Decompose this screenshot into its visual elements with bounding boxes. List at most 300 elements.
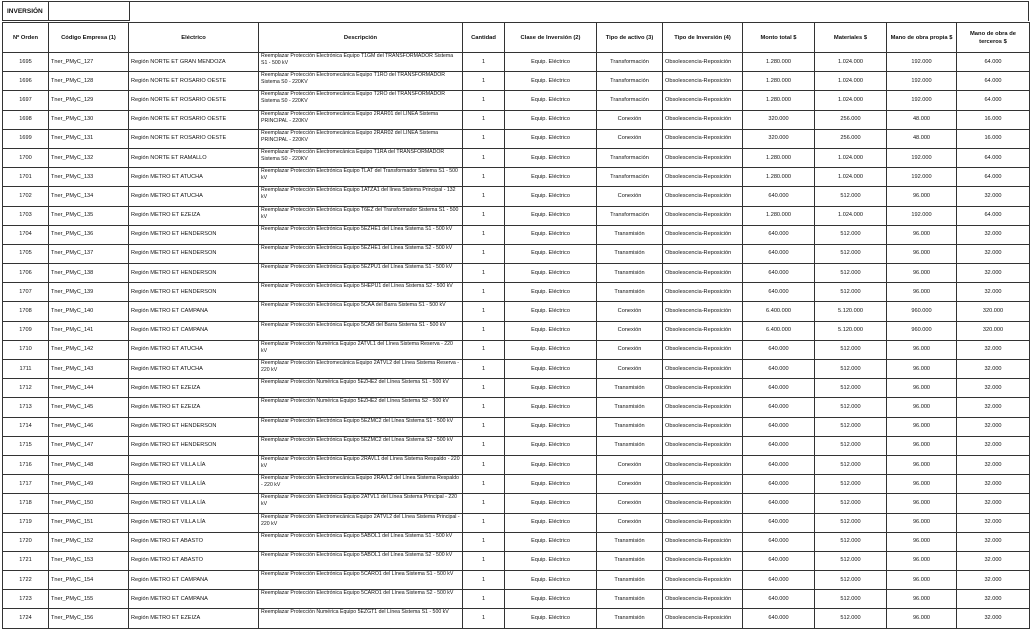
cell-descripcion: Reemplazar Protección Electrónica Equipo 5EZMC2 del Línea Sistema S1 - 500 kV <box>259 417 463 436</box>
cell-orden: 1711 <box>3 360 49 379</box>
cell-electrico: Región METRO ET HENDERSON <box>129 225 259 244</box>
cell-cantidad: 1 <box>463 513 505 532</box>
cell-mano-terceros: 32.000 <box>957 283 1030 302</box>
cell-materiales: 256.000 <box>815 110 887 129</box>
header-tipo-activo: Tipo de activo (3) <box>597 23 663 53</box>
cell-monto: 1.280.000 <box>743 206 815 225</box>
cell-codigo: Tner_PMyC_150 <box>49 494 129 513</box>
cell-tipo-activo: Transmisión <box>597 551 663 570</box>
cell-orden: 1699 <box>3 129 49 148</box>
cell-mano-terceros: 320.000 <box>957 302 1030 321</box>
cell-electrico: Región METRO ET ATUCHA <box>129 187 259 206</box>
cell-electrico: Región METRO ET HENDERSON <box>129 264 259 283</box>
cell-descripcion: Reemplazar Protección Electrónica Equipo 5CARO1 del Línea Sistema S2 - 500 kV <box>259 590 463 609</box>
cell-tipo-inversion: Obsolescencia-Reposición <box>663 168 743 187</box>
cell-electrico: Región METRO ET EZEIZA <box>129 609 259 628</box>
cell-mano-propia: 96.000 <box>887 590 957 609</box>
cell-tipo-inversion: Obsolescencia-Reposición <box>663 436 743 455</box>
cell-clase: Equip. Eléctrico <box>505 455 597 474</box>
cell-monto: 1.280.000 <box>743 148 815 167</box>
cell-materiales: 512.000 <box>815 187 887 206</box>
cell-cantidad: 1 <box>463 609 505 628</box>
cell-mano-propia: 192.000 <box>887 72 957 91</box>
table-row <box>3 398 1030 417</box>
cell-monto: 640.000 <box>743 340 815 359</box>
cell-tipo-inversion: Obsolescencia-Reposición <box>663 398 743 417</box>
cell-tipo-activo: Conexión <box>597 360 663 379</box>
cell-mano-terceros: 320.000 <box>957 321 1030 340</box>
table-row <box>3 571 1030 590</box>
cell-electrico: Región NORTE ET RAMALLO <box>129 148 259 167</box>
cell-electrico: Región METRO ET ATUCHA <box>129 340 259 359</box>
cell-cantidad: 1 <box>463 532 505 551</box>
cell-descripcion: Reemplazar Protección Numérica Equipo 5EZGT1 del Línea Sistema S1 - 500 kV <box>259 609 463 628</box>
cell-cantidad: 1 <box>463 244 505 263</box>
cell-clase: Equip. Eléctrico <box>505 321 597 340</box>
cell-materiales: 1.024.000 <box>815 168 887 187</box>
cell-monto: 320.000 <box>743 110 815 129</box>
cell-materiales: 512.000 <box>815 360 887 379</box>
cell-tipo-activo: Conexión <box>597 321 663 340</box>
header-orden: Nº Orden <box>3 23 49 53</box>
cell-monto: 640.000 <box>743 244 815 263</box>
cell-clase: Equip. Eléctrico <box>505 53 597 72</box>
top-divider <box>48 1 49 21</box>
cell-materiales: 512.000 <box>815 551 887 570</box>
table-row <box>3 244 1030 263</box>
cell-orden: 1696 <box>3 72 49 91</box>
cell-monto: 320.000 <box>743 129 815 148</box>
cell-tipo-activo: Conexión <box>597 475 663 494</box>
cell-mano-terceros: 32.000 <box>957 398 1030 417</box>
cell-tipo-activo: Transmisión <box>597 225 663 244</box>
cell-monto: 6.400.000 <box>743 321 815 340</box>
cell-materiales: 512.000 <box>815 225 887 244</box>
cell-orden: 1713 <box>3 398 49 417</box>
cell-orden: 1717 <box>3 475 49 494</box>
cell-codigo: Tner_PMyC_134 <box>49 187 129 206</box>
cell-orden: 1709 <box>3 321 49 340</box>
cell-cantidad: 1 <box>463 168 505 187</box>
cell-codigo: Tner_PMyC_148 <box>49 455 129 474</box>
cell-descripcion: Reemplazar Protección Electrónica Equipo TLAT del Transformador Sistema S1 - 500 kV <box>259 168 463 187</box>
cell-codigo: Tner_PMyC_127 <box>49 53 129 72</box>
cell-electrico: Región METRO ET CAMPANA <box>129 590 259 609</box>
cell-cantidad: 1 <box>463 148 505 167</box>
cell-cantidad: 1 <box>463 129 505 148</box>
investment-table <box>2 22 1030 629</box>
cell-mano-terceros: 32.000 <box>957 590 1030 609</box>
cell-monto: 640.000 <box>743 436 815 455</box>
table-row <box>3 148 1030 167</box>
table-row <box>3 206 1030 225</box>
cell-electrico: Región METRO ET ATUCHA <box>129 168 259 187</box>
cell-tipo-inversion: Obsolescencia-Reposición <box>663 513 743 532</box>
cell-electrico: Región METRO ET HENDERSON <box>129 283 259 302</box>
cell-tipo-activo: Transmisión <box>597 609 663 628</box>
cell-tipo-inversion: Obsolescencia-Reposición <box>663 283 743 302</box>
cell-orden: 1724 <box>3 609 49 628</box>
cell-clase: Equip. Eléctrico <box>505 475 597 494</box>
table-body <box>3 53 1030 629</box>
cell-mano-propia: 96.000 <box>887 455 957 474</box>
header-mano-terceros: Mano de obra de terceros $ <box>957 23 1030 53</box>
cell-orden: 1702 <box>3 187 49 206</box>
table-row <box>3 283 1030 302</box>
table-row <box>3 379 1030 398</box>
cell-tipo-activo: Transmisión <box>597 264 663 283</box>
cell-tipo-inversion: Obsolescencia-Reposición <box>663 360 743 379</box>
cell-materiales: 512.000 <box>815 455 887 474</box>
top-border <box>130 1 1029 21</box>
cell-orden: 1697 <box>3 91 49 110</box>
cell-descripcion: Reemplazar Protección Electrónica Equipo 5ABOL1 del Línea Sistema S1 - 500 kV <box>259 532 463 551</box>
header-row <box>3 23 1030 53</box>
cell-electrico: Región NORTE ET ROSARIO OESTE <box>129 72 259 91</box>
cell-monto: 640.000 <box>743 264 815 283</box>
cell-cantidad: 1 <box>463 398 505 417</box>
table-row <box>3 436 1030 455</box>
cell-materiales: 1.024.000 <box>815 206 887 225</box>
cell-descripcion: Reemplazar Protección Electrónica Equipo 5ABOL1 del Línea Sistema S2 - 500 kV <box>259 551 463 570</box>
cell-tipo-inversion: Obsolescencia-Reposición <box>663 379 743 398</box>
cell-materiales: 512.000 <box>815 571 887 590</box>
cell-mano-propia: 96.000 <box>887 398 957 417</box>
cell-orden: 1710 <box>3 340 49 359</box>
cell-mano-propia: 48.000 <box>887 110 957 129</box>
header-monto: Monto total $ <box>743 23 815 53</box>
cell-codigo: Tner_PMyC_152 <box>49 532 129 551</box>
header-mano-propia: Mano de obra propia $ <box>887 23 957 53</box>
cell-monto: 640.000 <box>743 532 815 551</box>
cell-tipo-activo: Transmisión <box>597 417 663 436</box>
cell-electrico: Región METRO ET VILLA LÍA <box>129 494 259 513</box>
cell-mano-terceros: 32.000 <box>957 187 1030 206</box>
cell-codigo: Tner_PMyC_147 <box>49 436 129 455</box>
cell-cantidad: 1 <box>463 187 505 206</box>
cell-mano-propia: 48.000 <box>887 129 957 148</box>
cell-clase: Equip. Eléctrico <box>505 283 597 302</box>
cell-orden: 1718 <box>3 494 49 513</box>
cell-mano-propia: 96.000 <box>887 340 957 359</box>
cell-tipo-inversion: Obsolescencia-Reposición <box>663 129 743 148</box>
cell-monto: 640.000 <box>743 551 815 570</box>
table-row <box>3 53 1030 72</box>
cell-monto: 640.000 <box>743 455 815 474</box>
cell-electrico: Región METRO ET EZEIZA <box>129 206 259 225</box>
cell-clase: Equip. Eléctrico <box>505 571 597 590</box>
table-row <box>3 321 1030 340</box>
cell-monto: 1.280.000 <box>743 168 815 187</box>
cell-monto: 1.280.000 <box>743 91 815 110</box>
cell-cantidad: 1 <box>463 571 505 590</box>
cell-descripcion: Reemplazar Protección Electrónica Equipo 5CARO1 del Línea Sistema S1 - 500 kV <box>259 571 463 590</box>
cell-clase: Equip. Eléctrico <box>505 168 597 187</box>
cell-clase: Equip. Eléctrico <box>505 110 597 129</box>
cell-mano-propia: 192.000 <box>887 91 957 110</box>
cell-cantidad: 1 <box>463 551 505 570</box>
cell-electrico: Región METRO ET HENDERSON <box>129 244 259 263</box>
cell-monto: 1.280.000 <box>743 72 815 91</box>
cell-tipo-inversion: Obsolescencia-Reposición <box>663 532 743 551</box>
cell-materiales: 512.000 <box>815 513 887 532</box>
cell-orden: 1712 <box>3 379 49 398</box>
cell-materiales: 512.000 <box>815 244 887 263</box>
cell-tipo-activo: Transformación <box>597 148 663 167</box>
cell-mano-propia: 192.000 <box>887 148 957 167</box>
cell-mano-propia: 192.000 <box>887 168 957 187</box>
cell-cantidad: 1 <box>463 225 505 244</box>
cell-tipo-inversion: Obsolescencia-Reposición <box>663 244 743 263</box>
cell-electrico: Región METRO ET CAMPANA <box>129 571 259 590</box>
cell-clase: Equip. Eléctrico <box>505 398 597 417</box>
cell-orden: 1704 <box>3 225 49 244</box>
cell-mano-terceros: 64.000 <box>957 53 1030 72</box>
cell-clase: Equip. Eléctrico <box>505 513 597 532</box>
cell-clase: Equip. Eléctrico <box>505 532 597 551</box>
cell-clase: Equip. Eléctrico <box>505 551 597 570</box>
cell-tipo-activo: Conexión <box>597 302 663 321</box>
cell-orden: 1701 <box>3 168 49 187</box>
cell-tipo-activo: Transformación <box>597 206 663 225</box>
cell-descripcion: Reemplazar Protección Electromecánica Equipo T2RO del TRANSFORMADOR Sistema S0 - 220KV <box>259 91 463 110</box>
cell-mano-terceros: 32.000 <box>957 360 1030 379</box>
cell-materiales: 512.000 <box>815 283 887 302</box>
cell-mano-terceros: 16.000 <box>957 129 1030 148</box>
cell-cantidad: 1 <box>463 53 505 72</box>
cell-tipo-inversion: Obsolescencia-Reposición <box>663 417 743 436</box>
cell-materiales: 512.000 <box>815 436 887 455</box>
cell-tipo-activo: Transmisión <box>597 283 663 302</box>
cell-codigo: Tner_PMyC_129 <box>49 91 129 110</box>
cell-mano-propia: 96.000 <box>887 494 957 513</box>
cell-clase: Equip. Eléctrico <box>505 379 597 398</box>
cell-materiales: 256.000 <box>815 129 887 148</box>
cell-codigo: Tner_PMyC_155 <box>49 590 129 609</box>
cell-tipo-activo: Transmisión <box>597 571 663 590</box>
cell-mano-terceros: 32.000 <box>957 244 1030 263</box>
cell-materiales: 1.024.000 <box>815 53 887 72</box>
cell-tipo-inversion: Obsolescencia-Reposición <box>663 455 743 474</box>
cell-mano-propia: 96.000 <box>887 187 957 206</box>
cell-descripcion: Reemplazar Protección Electrónica Equipo 5CAB del Barra Sistema S1 - 500 kV <box>259 321 463 340</box>
cell-descripcion: Reemplazar Protección Electromecánica Equipo 2RAR02 del LINEA Sistema PRINCIPAL - 220KV <box>259 129 463 148</box>
cell-codigo: Tner_PMyC_156 <box>49 609 129 628</box>
cell-mano-propia: 96.000 <box>887 436 957 455</box>
cell-clase: Equip. Eléctrico <box>505 340 597 359</box>
cell-orden: 1721 <box>3 551 49 570</box>
cell-tipo-inversion: Obsolescencia-Reposición <box>663 571 743 590</box>
cell-cantidad: 1 <box>463 494 505 513</box>
cell-cantidad: 1 <box>463 110 505 129</box>
cell-orden: 1700 <box>3 148 49 167</box>
cell-mano-terceros: 32.000 <box>957 340 1030 359</box>
cell-materiales: 512.000 <box>815 609 887 628</box>
header-clase: Clase de Inversión (2) <box>505 23 597 53</box>
cell-mano-terceros: 32.000 <box>957 475 1030 494</box>
cell-monto: 640.000 <box>743 513 815 532</box>
cell-cantidad: 1 <box>463 590 505 609</box>
header-codigo: Código Empresa (1) <box>49 23 129 53</box>
cell-codigo: Tner_PMyC_133 <box>49 168 129 187</box>
cell-tipo-activo: Transformación <box>597 53 663 72</box>
cell-mano-terceros: 32.000 <box>957 532 1030 551</box>
cell-mano-terceros: 64.000 <box>957 148 1030 167</box>
cell-tipo-activo: Conexión <box>597 455 663 474</box>
cell-tipo-inversion: Obsolescencia-Reposición <box>663 609 743 628</box>
cell-descripcion: Reemplazar Protección Electrónica Equipo 2ATVL1 del Línea Sistema Principal - 220 kV <box>259 494 463 513</box>
cell-tipo-inversion: Obsolescencia-Reposición <box>663 206 743 225</box>
cell-tipo-activo: Transformación <box>597 72 663 91</box>
cell-materiales: 512.000 <box>815 532 887 551</box>
cell-mano-propia: 96.000 <box>887 609 957 628</box>
cell-monto: 640.000 <box>743 590 815 609</box>
cell-mano-terceros: 64.000 <box>957 91 1030 110</box>
cell-orden: 1720 <box>3 532 49 551</box>
cell-mano-terceros: 32.000 <box>957 225 1030 244</box>
cell-monto: 640.000 <box>743 283 815 302</box>
cell-descripcion: Reemplazar Protección Electromecánica Equipo 2ATVL2 del Línea Sistema Principal - 220 kV <box>259 513 463 532</box>
cell-electrico: Región NORTE ET ROSARIO OESTE <box>129 110 259 129</box>
cell-descripcion: Reemplazar Protección Electrónica Equipo 5CAA del Barra Sistema S1 - 500 kV <box>259 302 463 321</box>
header-descripcion: Descripción <box>259 23 463 53</box>
cell-tipo-activo: Transformación <box>597 168 663 187</box>
cell-mano-propia: 96.000 <box>887 283 957 302</box>
cell-electrico: Región METRO ET HENDERSON <box>129 436 259 455</box>
cell-cantidad: 1 <box>463 360 505 379</box>
cell-tipo-activo: Transmisión <box>597 379 663 398</box>
cell-descripcion: Reemplazar Protección Electrónica Equipo 1ATZA1 del línea Sistema Principal - 132 kV <box>259 187 463 206</box>
cell-orden: 1708 <box>3 302 49 321</box>
cell-electrico: Región METRO ET ABASTO <box>129 532 259 551</box>
cell-mano-terceros: 32.000 <box>957 455 1030 474</box>
cell-mano-terceros: 32.000 <box>957 609 1030 628</box>
cell-descripcion: Reemplazar Protección Electrónica Equipo 2RAVL1 del Línea Sistema Respaldo - 220 kV <box>259 455 463 474</box>
cell-cantidad: 1 <box>463 455 505 474</box>
table-row <box>3 110 1030 129</box>
cell-codigo: Tner_PMyC_144 <box>49 379 129 398</box>
cell-tipo-activo: Transmisión <box>597 590 663 609</box>
cell-codigo: Tner_PMyC_138 <box>49 264 129 283</box>
cell-mano-terceros: 32.000 <box>957 571 1030 590</box>
table-row <box>3 475 1030 494</box>
cell-codigo: Tner_PMyC_130 <box>49 110 129 129</box>
cell-orden: 1703 <box>3 206 49 225</box>
cell-monto: 640.000 <box>743 609 815 628</box>
header-materiales: Materiales $ <box>815 23 887 53</box>
cell-descripcion: Reemplazar Protección Electromecánica Equipo 2ATVL2 del Línea Sistema Reserva - 220 kV <box>259 360 463 379</box>
cell-electrico: Región METRO ET CAMPANA <box>129 302 259 321</box>
cell-orden: 1714 <box>3 417 49 436</box>
cell-electrico: Región METRO ET ABASTO <box>129 551 259 570</box>
table-row <box>3 513 1030 532</box>
cell-tipo-activo: Transmisión <box>597 398 663 417</box>
cell-electrico: Región METRO ET EZEIZA <box>129 398 259 417</box>
table-row <box>3 72 1030 91</box>
cell-mano-propia: 96.000 <box>887 513 957 532</box>
cell-descripcion: Reemplazar Protección Numérica Equipo 2ATVL1 del Línea Sistema Reserva - 220 kV <box>259 340 463 359</box>
cell-clase: Equip. Eléctrico <box>505 91 597 110</box>
cell-mano-propia: 960.000 <box>887 302 957 321</box>
cell-orden: 1716 <box>3 455 49 474</box>
cell-cantidad: 1 <box>463 264 505 283</box>
cell-mano-terceros: 16.000 <box>957 110 1030 129</box>
table-row <box>3 264 1030 283</box>
cell-descripcion: Reemplazar Protección Numérica Equipo 5EZHE2 del Línea Sistema S2 - 500 kV <box>259 398 463 417</box>
cell-descripcion: Reemplazar Protección Electrónica Equipo T1GM del TRANSFORMADOR Sistema S1 - 500 kV <box>259 53 463 72</box>
cell-cantidad: 1 <box>463 91 505 110</box>
header-cantidad: Cantidad <box>463 23 505 53</box>
cell-codigo: Tner_PMyC_135 <box>49 206 129 225</box>
table-row <box>3 225 1030 244</box>
cell-tipo-inversion: Obsolescencia-Reposición <box>663 302 743 321</box>
cell-orden: 1722 <box>3 571 49 590</box>
cell-materiales: 512.000 <box>815 494 887 513</box>
table-row <box>3 91 1030 110</box>
cell-orden: 1706 <box>3 264 49 283</box>
cell-codigo: Tner_PMyC_128 <box>49 72 129 91</box>
table-row <box>3 340 1030 359</box>
table-row <box>3 168 1030 187</box>
cell-clase: Equip. Eléctrico <box>505 244 597 263</box>
cell-mano-terceros: 32.000 <box>957 513 1030 532</box>
cell-descripcion: Reemplazar Protección Electromecánica Equipo 2RAR01 del LINEA Sistema PRINCIPAL - 220KV <box>259 110 463 129</box>
cell-mano-propia: 96.000 <box>887 532 957 551</box>
cell-clase: Equip. Eléctrico <box>505 148 597 167</box>
cell-codigo: Tner_PMyC_141 <box>49 321 129 340</box>
cell-clase: Equip. Eléctrico <box>505 302 597 321</box>
cell-materiales: 512.000 <box>815 590 887 609</box>
cell-cantidad: 1 <box>463 302 505 321</box>
cell-cantidad: 1 <box>463 206 505 225</box>
cell-codigo: Tner_PMyC_132 <box>49 148 129 167</box>
cell-materiales: 512.000 <box>815 475 887 494</box>
cell-descripcion: Reemplazar Protección Electrónica Equipo 5HEPU1 del Línea Sistema S2 - 500 kV <box>259 283 463 302</box>
cell-tipo-activo: Conexión <box>597 129 663 148</box>
cell-mano-propia: 96.000 <box>887 551 957 570</box>
cell-clase: Equip. Eléctrico <box>505 417 597 436</box>
cell-codigo: Tner_PMyC_143 <box>49 360 129 379</box>
cell-cantidad: 1 <box>463 436 505 455</box>
cell-clase: Equip. Eléctrico <box>505 360 597 379</box>
cell-descripcion: Reemplazar Protección Electrónica Equipo 5EZPU1 del Línea Sistema S1 - 500 kV <box>259 264 463 283</box>
cell-electrico: Región METRO ET VILLA LÍA <box>129 513 259 532</box>
cell-electrico: Región METRO ET EZEIZA <box>129 379 259 398</box>
cell-tipo-activo: Conexión <box>597 494 663 513</box>
cell-mano-propia: 192.000 <box>887 53 957 72</box>
cell-monto: 640.000 <box>743 379 815 398</box>
table-row <box>3 532 1030 551</box>
cell-codigo: Tner_PMyC_136 <box>49 225 129 244</box>
cell-electrico: Región NORTE ET GRAN MENDOZA <box>129 53 259 72</box>
cell-clase: Equip. Eléctrico <box>505 436 597 455</box>
cell-clase: Equip. Eléctrico <box>505 72 597 91</box>
cell-tipo-activo: Conexión <box>597 110 663 129</box>
cell-mano-propia: 960.000 <box>887 321 957 340</box>
cell-monto: 640.000 <box>743 417 815 436</box>
cell-electrico: Región NORTE ET ROSARIO OESTE <box>129 129 259 148</box>
cell-descripcion: Reemplazar Protección Electrónica Equipo 5EZMC2 del Línea Sistema S2 - 500 kV <box>259 436 463 455</box>
cell-mano-terceros: 64.000 <box>957 168 1030 187</box>
cell-codigo: Tner_PMyC_146 <box>49 417 129 436</box>
cell-materiales: 512.000 <box>815 340 887 359</box>
table-row <box>3 129 1030 148</box>
cell-codigo: Tner_PMyC_151 <box>49 513 129 532</box>
cell-cantidad: 1 <box>463 475 505 494</box>
cell-monto: 640.000 <box>743 187 815 206</box>
cell-tipo-activo: Transmisión <box>597 436 663 455</box>
cell-tipo-inversion: Obsolescencia-Reposición <box>663 321 743 340</box>
